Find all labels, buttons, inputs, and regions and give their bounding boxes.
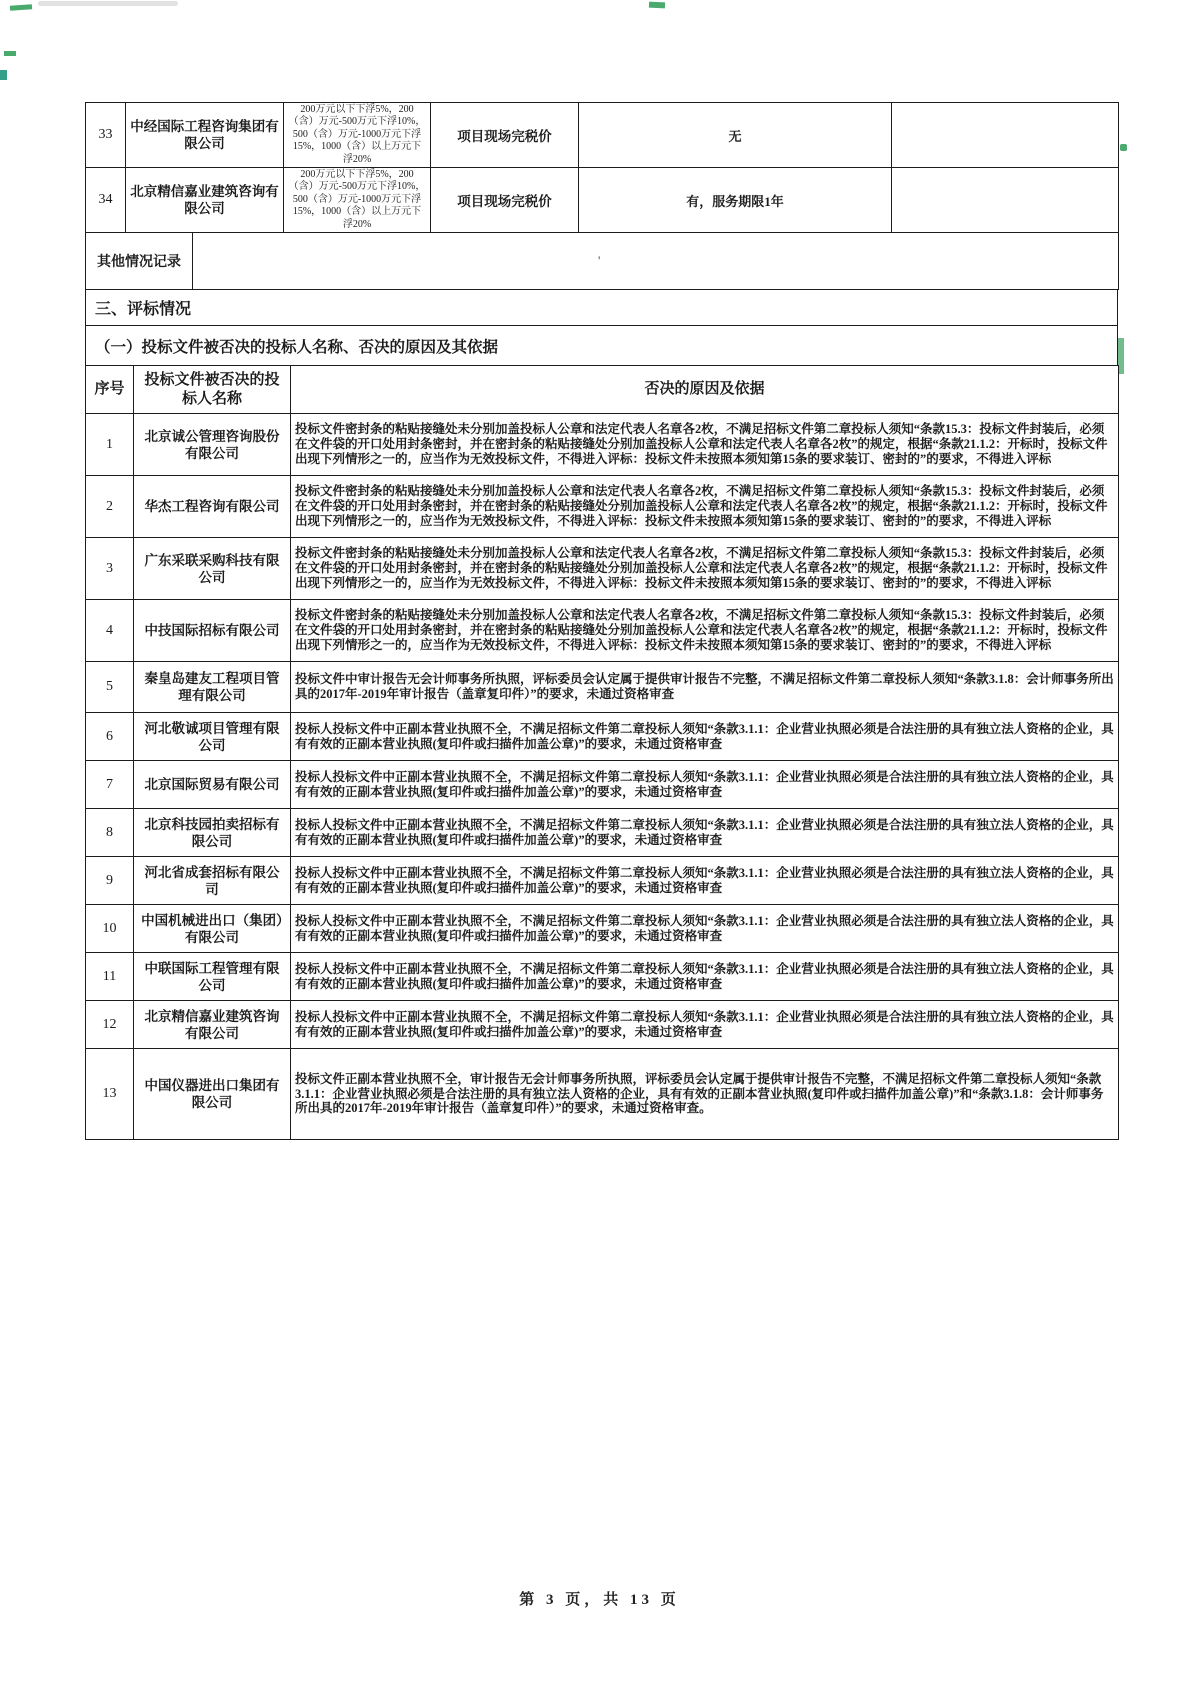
scan-artifact — [10, 4, 32, 11]
rejection-reason: 投标人投标文件中正副本营业执照不全，不满足招标文件第二章投标人须知“条款3.1.1：企业营业执照必须是合法注册的具有独立法人资格的企业，具有有效的正副本营业执照(复印件或扫描件加盖公章)”的要求，未通过资格审查 — [291, 761, 1119, 809]
rejection-reason: 投标文件密封条的粘贴接缝处未分别加盖投标人公章和法定代表人名章各2枚，不满足招标文件第二章投标人须知“条款15.3：投标文件封装后，必须在文件袋的开口处用封条密封，并在密封条的粘贴接缝处分别加盖投标人公章和法定代表人名章各2枚”的规定，根据“条款21.1.2：开标时，投标文件出现下列情形之一的，应当作为无效投标文件，不得进入评标：投标文件未按照本须知第15条的要求装订、密封的”的要求，不得进入评标 — [291, 600, 1119, 662]
row-number: 5 — [86, 662, 134, 713]
bidder-name: 秦皇岛建友工程项目管理有限公司 — [134, 662, 291, 713]
row-number: 8 — [86, 809, 134, 857]
rejection-reason: 投标文件密封条的粘贴接缝处未分别加盖投标人公章和法定代表人名章各2枚，不满足招标文件第二章投标人须知“条款15.3：投标文件封装后，必须在文件袋的开口处用封条密封，并在密封条的粘贴接缝处分别加盖投标人公章和法定代表人名章各2枚”的规定，根据“条款21.1.2：开标时，投标文件出现下列情形之一的，应当作为无效投标文件，不得进入评标：投标文件未按照本须知第15条的要求装订、密封的”的要求，不得进入评标 — [291, 538, 1119, 600]
bidder-name: 中技国际招标有限公司 — [134, 600, 291, 662]
bidder-name: 华杰工程咨询有限公司 — [134, 476, 291, 538]
rejection-reason: 投标人投标文件中正副本营业执照不全，不满足招标文件第二章投标人须知“条款3.1.1：企业营业执照必须是合法注册的具有独立法人资格的企业，具有有效的正副本营业执照(复印件或扫描件加盖公章)”的要求，未通过资格审查 — [291, 713, 1119, 761]
table-row — [86, 233, 1119, 290]
other-records-table — [85, 232, 1119, 290]
deviation-value: 无 — [579, 103, 892, 168]
table-row — [86, 905, 1119, 953]
table-header-row — [86, 366, 1119, 414]
table-row — [86, 713, 1119, 761]
row-number: 4 — [86, 600, 134, 662]
bidder-name: 中国仪器进出口集团有限公司 — [134, 1049, 291, 1140]
rejection-reason: 投标人投标文件中正副本营业执照不全，不满足招标文件第二章投标人须知“条款3.1.1：企业营业执照必须是合法注册的具有独立法人资格的企业，具有有效的正副本营业执照(复印件或扫描件加盖公章)”的要求，未通过资格审查 — [291, 905, 1119, 953]
bidder-name: 北京国际贸易有限公司 — [134, 761, 291, 809]
price-type-label: 项目现场完税价 — [431, 103, 579, 168]
column-header-no: 序号 — [86, 366, 134, 414]
rejection-reason: 投标文件密封条的粘贴接缝处未分别加盖投标人公章和法定代表人名章各2枚，不满足招标文件第二章投标人须知“条款15.3：投标文件封装后，必须在文件袋的开口处用封条密封，并在密封条的粘贴接缝处分别加盖投标人公章和法定代表人名章各2枚”的规定，根据“条款21.1.2：开标时，投标文件出现下列情形之一的，应当作为无效投标文件，不得进入评标：投标文件未按照本须知第15条的要求装订、密封的”的要求，不得进入评标 — [291, 476, 1119, 538]
rejection-reason: 投标文件中审计报告无会计师事务所执照，评标委员会认定属于提供审计报告不完整，不满足招标文件第二章投标人须知“条款3.1.8：会计师事务所出具的2017年-2019年审计报告（盖章复印件）”的要求，未通过资格审查 — [291, 662, 1119, 713]
table-row — [86, 761, 1119, 809]
column-header-bidder: 投标文件被否决的投标人名称 — [134, 366, 291, 414]
table-row — [86, 953, 1119, 1001]
scan-artifact — [1120, 144, 1127, 151]
scan-artifact — [0, 70, 7, 80]
table-row — [86, 857, 1119, 905]
bidder-name: 河北敬诚项目管理有限公司 — [134, 713, 291, 761]
column-header-reason: 否决的原因及依据 — [291, 366, 1119, 414]
discount-terms: 200万元以下下浮5%，200（含）万元-500万元下浮10%，500（含）万元-1000万元下浮15%，1000（含）以上万元下浮20% — [284, 103, 431, 168]
document-body — [85, 103, 1118, 1140]
rejection-reason: 投标文件正副本营业执照不全，审计报告无会计师事务所执照，评标委员会认定属于提供审计报告不完整，不满足招标文件第二章投标人须知“条款3.1.1：企业营业执照必须是合法注册的具有独立法人资格的企业，具有有效的正副本营业执照(复印件或扫描件加盖公章)”和“条款3.1.8：会计师事务所出具的2017年-2019年审计报告（盖章复印件）”的要求，未通过资格审查。 — [291, 1049, 1119, 1140]
other-records-label: 其他情况记录 — [86, 233, 193, 290]
rejection-reason: 投标文件密封条的粘贴接缝处未分别加盖投标人公章和法定代表人名章各2枚，不满足招标文件第二章投标人须知“条款15.3：投标文件封装后，必须在文件袋的开口处用封条密封，并在密封条的粘贴接缝处分别加盖投标人公章和法定代表人名章各2枚”的规定，根据“条款21.1.2：开标时，投标文件出现下列情形之一的，应当作为无效投标文件，不得进入评标：投标文件未按照本须知第15条的要求装订、密封的”的要求，不得进入评标 — [291, 414, 1119, 476]
row-number: 7 — [86, 761, 134, 809]
bidder-name: 广东采联采购科技有限公司 — [134, 538, 291, 600]
row-number: 10 — [86, 905, 134, 953]
row-number: 6 — [86, 713, 134, 761]
table-row — [86, 476, 1119, 538]
section-heading-evaluation: 三、评标情况 — [85, 289, 1118, 326]
table-row — [86, 600, 1119, 662]
bidder-name: 中联国际工程管理有限公司 — [134, 953, 291, 1001]
table-row — [86, 1001, 1119, 1049]
empty-cell — [892, 168, 1119, 233]
row-number: 2 — [86, 476, 134, 538]
row-number: 3 — [86, 538, 134, 600]
table-row — [86, 414, 1119, 476]
bidder-name: 北京科技园拍卖招标有限公司 — [134, 809, 291, 857]
bidder-name: 中经国际工程咨询集团有限公司 — [126, 103, 284, 168]
row-number: 34 — [86, 168, 126, 233]
rejection-reason: 投标人投标文件中正副本营业执照不全，不满足招标文件第二章投标人须知“条款3.1.1：企业营业执照必须是合法注册的具有独立法人资格的企业，具有有效的正副本营业执照(复印件或扫描件加盖公章)”的要求，未通过资格审查 — [291, 1001, 1119, 1049]
empty-cell — [892, 103, 1119, 168]
rejection-reason: 投标人投标文件中正副本营业执照不全，不满足招标文件第二章投标人须知“条款3.1.1：企业营业执照必须是合法注册的具有独立法人资格的企业，具有有效的正副本营业执照(复印件或扫描件加盖公章)”的要求，未通过资格审查 — [291, 953, 1119, 1001]
deviation-value: 有，服务期限1年 — [579, 168, 892, 233]
other-records-value: ' — [193, 233, 1119, 290]
row-number: 1 — [86, 414, 134, 476]
rejection-table — [85, 365, 1119, 1140]
page-number-footer: 第 3 页，共 13 页 — [519, 1592, 680, 1608]
discount-terms: 200万元以下下浮5%，200（含）万元-500万元下浮10%，500（含）万元-1000万元下浮15%，1000（含）以上万元下浮20% — [284, 168, 431, 233]
table-row — [86, 168, 1119, 233]
table-row — [86, 1049, 1119, 1140]
row-number: 33 — [86, 103, 126, 168]
bidder-name: 河北省成套招标有限公司 — [134, 857, 291, 905]
price-deviation-table — [85, 102, 1119, 233]
scan-artifact — [649, 2, 665, 9]
table-row — [86, 538, 1119, 600]
row-number: 12 — [86, 1001, 134, 1049]
bidder-name: 北京诚公管理咨询股份有限公司 — [134, 414, 291, 476]
table-row — [86, 103, 1119, 168]
table-row — [86, 809, 1119, 857]
bidder-name: 中国机械进出口（集团）有限公司 — [134, 905, 291, 953]
table-row — [86, 662, 1119, 713]
bidder-name: 北京精信嘉业建筑咨询有限公司 — [126, 168, 284, 233]
rejection-reason: 投标人投标文件中正副本营业执照不全，不满足招标文件第二章投标人须知“条款3.1.1：企业营业执照必须是合法注册的具有独立法人资格的企业，具有有效的正副本营业执照(复印件或扫描件加盖公章)”的要求，未通过资格审查 — [291, 857, 1119, 905]
bidder-name: 北京精信嘉业建筑咨询有限公司 — [134, 1001, 291, 1049]
rejection-reason: 投标人投标文件中正副本营业执照不全，不满足招标文件第二章投标人须知“条款3.1.1：企业营业执照必须是合法注册的具有独立法人资格的企业，具有有效的正副本营业执照(复印件或扫描件加盖公章)”的要求，未通过资格审查 — [291, 809, 1119, 857]
subsection-heading-rejected-bidders: （一）投标文件被否决的投标人名称、否决的原因及其依据 — [85, 325, 1118, 366]
row-number: 13 — [86, 1049, 134, 1140]
row-number: 11 — [86, 953, 134, 1001]
row-number: 9 — [86, 857, 134, 905]
scan-artifact — [4, 51, 16, 56]
scan-artifact — [38, 1, 178, 6]
price-type-label: 项目现场完税价 — [431, 168, 579, 233]
